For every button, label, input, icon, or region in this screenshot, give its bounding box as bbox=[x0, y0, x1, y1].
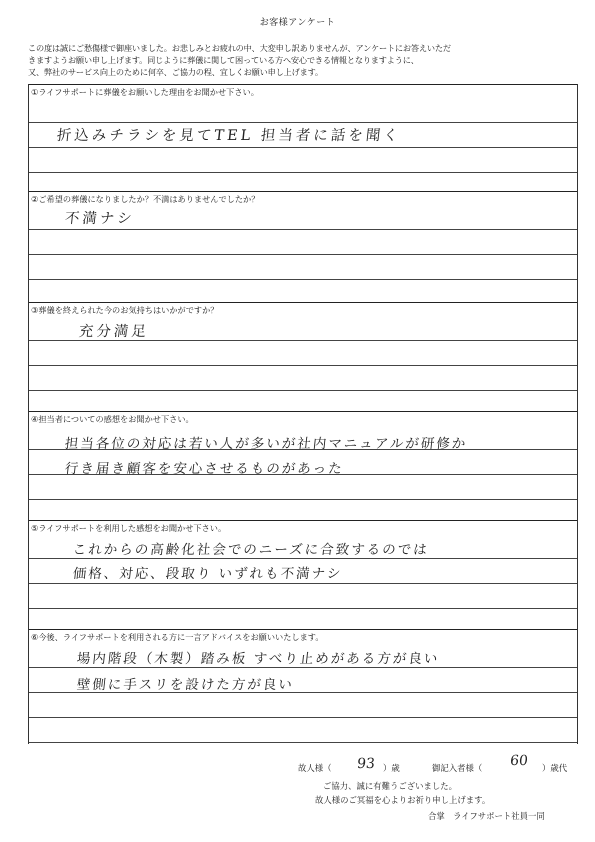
question-3-label: ③葬儀を終えられた今のお気持ちはいかがですか？ bbox=[31, 305, 221, 316]
answer-line bbox=[29, 558, 577, 559]
answer-line bbox=[29, 583, 577, 584]
signoff-text: 合掌 ライフサポート社員一同 bbox=[428, 811, 545, 821]
deceased-age-label: 故人様（ bbox=[298, 763, 332, 773]
intro-text bbox=[28, 42, 578, 78]
prayer-text: 故人様のご冥福を心よりお祈り申し上げます。 bbox=[315, 795, 491, 805]
question-2-answer[interactable]: 不満ナシ bbox=[64, 211, 136, 227]
answer-line bbox=[29, 608, 577, 609]
page-title: お客様アンケート bbox=[259, 18, 336, 28]
deceased-age-suffix: ）歳 bbox=[383, 763, 400, 773]
question-5-label: ⑤ライフサポートを利用した感想をお聞かせ下さい。 bbox=[31, 523, 229, 534]
deceased-age-value[interactable]: 93 bbox=[356, 756, 376, 772]
writer-age-suffix: ）歳代 bbox=[542, 763, 568, 773]
question-1-label: ①ライフサポートに葬儀をお願いした理由をお聞かせ下さい。 bbox=[31, 87, 262, 98]
writer-age-value[interactable]: 60 bbox=[509, 753, 529, 769]
divider bbox=[29, 302, 577, 303]
answer-line bbox=[29, 254, 577, 255]
thanks-text: ご協力、誠に有難うございました。 bbox=[323, 781, 457, 791]
answer-line bbox=[29, 667, 577, 668]
question-4-answer-line-2[interactable]: 行き届き顧客を安心させるものがあった bbox=[63, 461, 345, 477]
question-6-answer-line-1[interactable]: 場内階段（木製）踏み板 すべり止めがある方が良い bbox=[75, 651, 441, 667]
intro-line: きますようお願い申し上げます。同じように葬儀に関して困っている方へ安心できる情報となりますように、 bbox=[28, 55, 419, 65]
intro-line: 又、弊社のサービス向上のために何卒、ご協力の程、宜しくお願い申し上げます。 bbox=[28, 67, 323, 77]
answer-line bbox=[29, 390, 577, 391]
answer-line bbox=[29, 365, 577, 366]
question-1-answer[interactable]: 折込みチラシを見てTEL 担当者に話を聞く bbox=[56, 128, 402, 144]
question-2-label: ②ご希望の葬儀になりましたか？不満はありませんでしたか？ bbox=[31, 194, 262, 205]
divider bbox=[29, 520, 577, 521]
divider bbox=[29, 411, 577, 412]
question-5-answer-line-2[interactable]: 価格、対応、段取り いずれも不満ナシ bbox=[71, 566, 344, 582]
answer-line bbox=[29, 499, 577, 500]
question-4-label: ④担当者についての感想をお聞かせ下さい。 bbox=[31, 414, 197, 425]
intro-line: この度は誠にご愁傷様で御座いました。お悲しみとお疲れの中、大変申し訳ありませんが、アンケートにお答えいただ bbox=[28, 43, 451, 53]
divider bbox=[29, 84, 577, 85]
answer-line bbox=[29, 717, 577, 718]
answer-line bbox=[29, 122, 577, 123]
writer-age-label: 御記入者様（ bbox=[432, 763, 483, 773]
answer-line bbox=[29, 229, 577, 230]
divider bbox=[29, 191, 577, 192]
question-5-answer-line-1[interactable]: これからの高齢化社会でのニーズに合致するのでは bbox=[71, 542, 430, 558]
answer-line bbox=[29, 279, 577, 280]
answer-line bbox=[29, 172, 577, 173]
survey-form bbox=[28, 84, 578, 744]
question-6-answer-line-2[interactable]: 壁側に手スリを設けた方が良い bbox=[75, 677, 295, 693]
answer-line bbox=[29, 147, 577, 148]
question-4-answer-line-1[interactable]: 担当各位の対応は若い人が多いが社内マニュアルが研修か bbox=[63, 436, 469, 452]
divider bbox=[29, 629, 577, 630]
answer-line bbox=[29, 742, 577, 743]
question-3-answer[interactable]: 充分満足 bbox=[78, 324, 150, 340]
question-6-label: ⑥今後、ライフサポートを利用される方に一言アドバイスをお願いいたします。 bbox=[31, 632, 327, 643]
